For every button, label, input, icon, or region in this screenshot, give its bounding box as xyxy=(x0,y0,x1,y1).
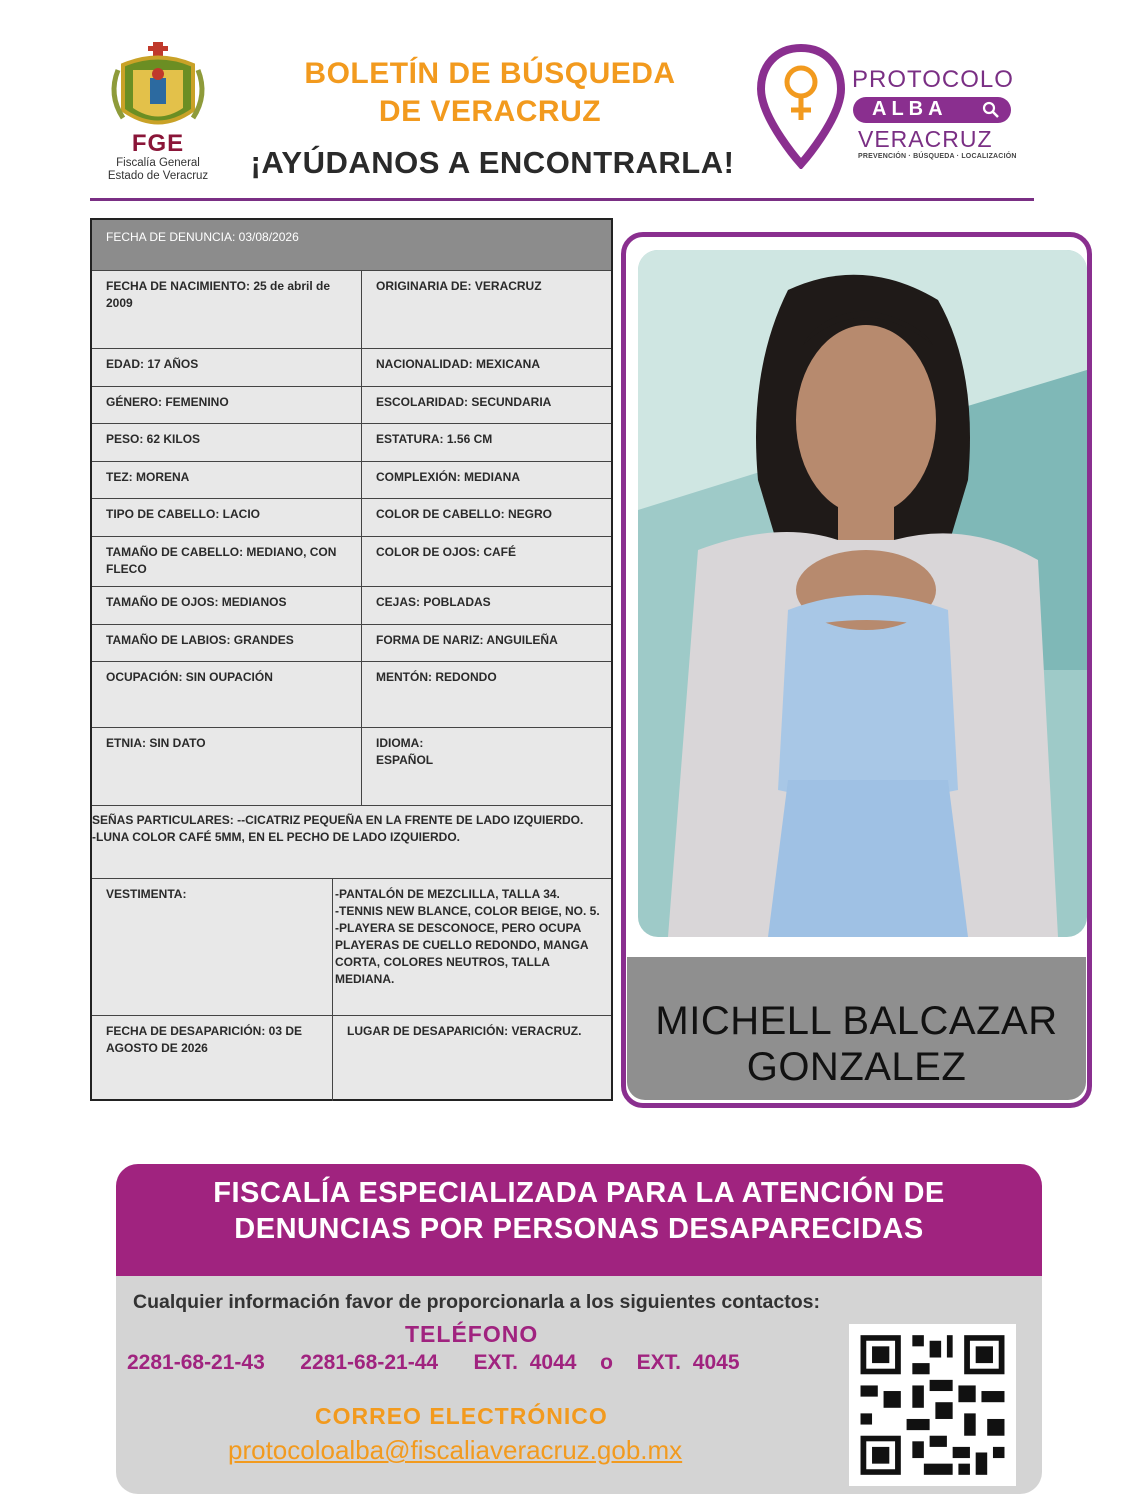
alba-veracruz-text: VERACRUZ xyxy=(858,126,993,152)
fge-subtitle-line2: Estado de Veracruz xyxy=(107,170,209,182)
disappearance-date: FECHA DE DESAPARICIÓN: 03 DE AGOSTO DE 2026 xyxy=(92,1016,333,1101)
info-cell-right: ESCOLARIDAD: SECUNDARIA xyxy=(376,395,552,409)
fge-logo-subtitle xyxy=(98,157,218,183)
search-icon xyxy=(982,101,1000,119)
info-cell-left: TIPO DE CABELLO: LACIO xyxy=(92,499,362,536)
info-cell-right: NACIONALIDAD: MEXICANA xyxy=(376,357,540,371)
info-row xyxy=(92,424,611,462)
email-link[interactable]: protocoloalba@fiscaliaveracruz.gob.mx xyxy=(228,1435,683,1465)
info-table xyxy=(90,218,613,1101)
report-date-row xyxy=(92,220,611,271)
info-cell-left: TAMAÑO DE CABELLO: MEDIANO, CON FLECO xyxy=(92,537,362,586)
alba-protocol-text: PROTOCOLO xyxy=(852,66,1014,93)
info-row xyxy=(92,271,611,349)
clothing-row xyxy=(92,879,611,1016)
distinguishing-marks: SEÑAS PARTICULARES: --CICATRIZ PEQUEÑA EN LA FRENTE DE LADO IZQUIERDO. -LUNA COLOR CAFÉ 5MM, EN EL PECHO DE LADO IZQUIERDO. xyxy=(92,813,584,844)
clothing-description: -PANTALÓN DE MEZCLILLA, TALLA 34. -TENNIS NEW BLANCE, COLOR BEIGE, NO. 5. -PLAYERA SE DESCONOCE, PERO OCUPA PLAYERAS DE CUELLO REDONDO, MANGA CORTA, COLORES NEUTROS, TALLA MEDIANA. xyxy=(335,887,600,986)
info-row xyxy=(92,462,611,499)
bulletin-title-line2: DE VERACRUZ xyxy=(378,95,602,128)
info-cell-left: ETNIA: SIN DATO xyxy=(92,728,362,805)
info-cell-right: ORIGINARIA DE: VERACRUZ xyxy=(376,279,542,293)
fge-subtitle-line1: Fiscalía General xyxy=(116,157,200,169)
info-cell-right: COLOR DE OJOS: CAFÉ xyxy=(376,545,517,559)
info-row xyxy=(92,537,611,587)
info-cell-left: TEZ: MORENA xyxy=(92,462,362,498)
qr-code-icon[interactable] xyxy=(849,1324,1016,1486)
info-row xyxy=(92,728,611,806)
fiscalia-title xyxy=(116,1175,1042,1247)
info-cell-right: COLOR DE CABELLO: NEGRO xyxy=(376,507,552,521)
clothing-label: VESTIMENTA: xyxy=(92,879,333,1015)
info-row xyxy=(92,587,611,625)
info-cell-left: FECHA DE NACIMIENTO: 25 de abril de 2009 xyxy=(92,271,362,348)
help-headline: ¡AYÚDANOS A ENCONTRARLA! xyxy=(250,145,735,180)
missing-person-photo xyxy=(638,250,1087,937)
person-name-line1: MICHELL BALCAZAR xyxy=(655,999,1058,1043)
fge-logo-text: FGE xyxy=(131,130,185,157)
fiscalia-title-line2: DENUNCIAS POR PERSONAS DESAPARECIDAS xyxy=(234,1213,924,1245)
info-cell-right: CEJAS: POBLADAS xyxy=(376,595,491,609)
phone-numbers[interactable]: 2281-68-21-43 2281-68-21-44 EXT. 4044 o EXT. 4045 xyxy=(127,1351,740,1374)
email-label: CORREO ELECTRÓNICO xyxy=(315,1403,608,1429)
info-cell-right: ESTATURA: 1.56 CM xyxy=(376,432,493,446)
alba-tagline: PREVENCIÓN · BÚSQUEDA · LOCALIZACIÓN xyxy=(858,153,1017,160)
info-row xyxy=(92,662,611,728)
bulletin-title-line1: BOLETÍN DE BÚSQUEDA xyxy=(304,57,676,90)
disappearance-row xyxy=(92,1016,611,1101)
report-date: FECHA DE DENUNCIA: 03/08/2026 xyxy=(106,230,299,244)
info-cell-left: TAMAÑO DE OJOS: MEDIANOS xyxy=(92,587,362,624)
fiscalia-title-line1: FISCALÍA ESPECIALIZADA PARA LA ATENCIÓN DE xyxy=(213,1177,945,1209)
header-divider xyxy=(90,198,1034,201)
person-name xyxy=(627,998,1086,1090)
phone-label: TELÉFONO xyxy=(405,1321,539,1347)
info-cell-right: COMPLEXIÓN: MEDIANA xyxy=(376,470,520,484)
info-cell-left: TAMAÑO DE LABIOS: GRANDES xyxy=(92,625,362,661)
contact-intro: Cualquier información favor de proporcionarla a los siguientes contactos: xyxy=(133,1291,820,1313)
info-cell-right: FORMA DE NARIZ: ANGUILEÑA xyxy=(376,633,558,647)
info-cell-right: MENTÓN: REDONDO xyxy=(376,670,497,684)
map-pin-female-icon xyxy=(756,44,846,169)
info-row xyxy=(92,387,611,424)
info-cell-left: PESO: 62 KILOS xyxy=(92,424,362,461)
alba-pill-text: ALBA xyxy=(872,98,948,120)
info-cell-right: IDIOMA: ESPAÑOL xyxy=(376,736,434,767)
bulletin-title xyxy=(240,55,740,131)
info-cell-left: GÉNERO: FEMENINO xyxy=(92,387,362,423)
marks-row xyxy=(92,804,611,879)
person-name-line2: GONZALEZ xyxy=(746,1045,967,1089)
disappearance-place: LUGAR DE DESAPARICIÓN: VERACRUZ. xyxy=(347,1024,582,1038)
info-cell-left: EDAD: 17 AÑOS xyxy=(92,349,362,386)
info-cell-left: OCUPACIÓN: SIN OUPACIÓN xyxy=(92,662,362,727)
info-row xyxy=(92,349,611,387)
info-row xyxy=(92,499,611,537)
info-row xyxy=(92,625,611,662)
